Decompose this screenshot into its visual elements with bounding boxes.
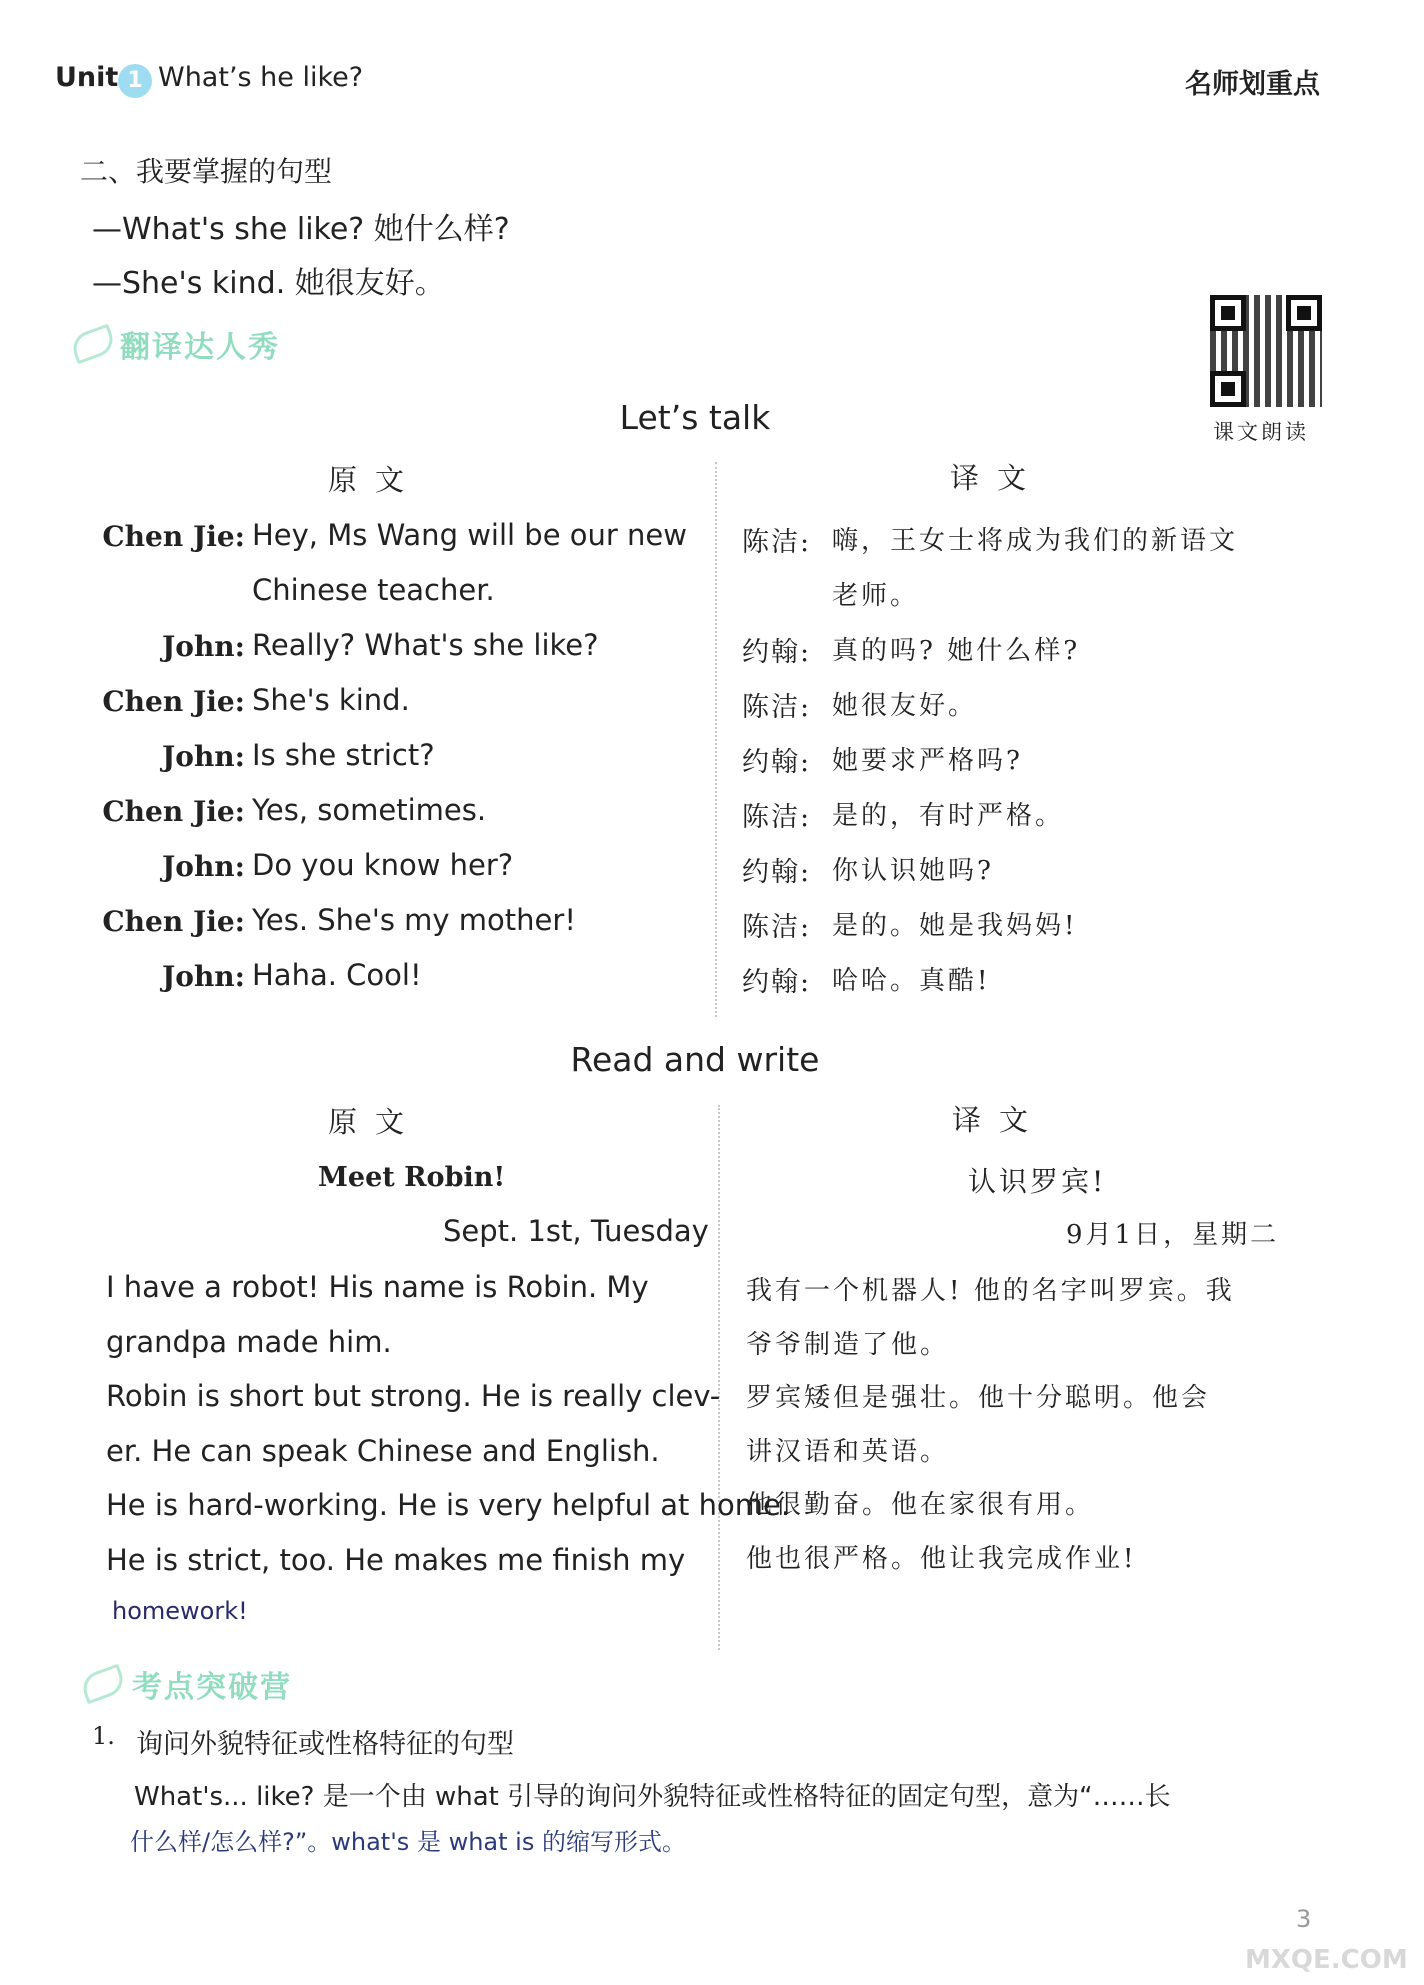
watermark: MXQE.COM [1245,1945,1408,1975]
read-english-line: er. He can speak Chinese and English. [106,1433,660,1468]
talk-speaker: Chen Jie: [102,905,245,938]
read-english-line: Robin is short but strong. He is really clev- [106,1379,721,1413]
talk-title: Let’s talk [619,398,771,437]
talk-speaker: Chen Jie: [102,520,245,553]
read-chinese-line: 讲汉语和英语。 [746,1436,950,1467]
exam-item-title: 询问外貌特征或性格特征的句型 [136,1729,514,1760]
column-divider [718,1105,720,1650]
talk-cn-speaker: 陈洁: [742,692,812,723]
talk-chinese-line: 真的吗? 她什么样? [832,636,1081,666]
talk-chinese-line: 是的，有时严格。 [832,801,1065,831]
talk-speaker: Chen Jie: [102,685,245,718]
talk-speaker: John: [162,740,245,773]
page-number: 3 [1296,1905,1312,1933]
talk-chinese-line: 嗨，王女士将成为我们的新语文 [832,526,1239,556]
read-chinese-line: 罗宾矮但是强壮。他十分聪明。他会 [746,1383,1211,1413]
talk-chinese-line: 她很友好。 [832,691,978,721]
talk-cn-speaker: 陈洁: [742,802,812,833]
talk-cn-speaker: 陈洁: [742,912,812,943]
read-eng-title: Meet Robin! [318,1162,506,1193]
read-chinese-line: 他也很严格。他让我完成作业! [746,1543,1137,1574]
talk-chinese-line: 是的。她是我妈妈! [832,911,1078,941]
read-title: Read and write [570,1040,820,1079]
talk-cn-speaker: 约翰: [742,857,812,888]
talk-english-line: She's kind. [252,683,410,717]
column-divider [715,462,717,1017]
qr-caption: 课文朗读 [1213,420,1309,444]
patterns-title: 二、我要掌握的句型 [80,155,333,188]
read-left-head: 原文 [328,1105,423,1139]
talk-speaker: John: [162,850,245,883]
pattern-line: —She's kind. 她很友好。 [92,266,445,301]
talk-english-line: Really? What's she like? [252,628,599,662]
unit-number-badge: 1 [118,64,152,98]
talk-english-line: Is she strict? [252,738,435,772]
read-cn-title: 认识罗宾! [968,1165,1107,1198]
talk-chinese-line: 哈哈。真酷! [832,966,991,996]
read-english-line: I have a robot! His name is Robin. My [106,1270,649,1304]
talk-cn-speaker: 约翰: [742,967,812,998]
talk-chinese-line: 你认识她吗? [832,856,994,886]
talk-english-line: Chinese teacher. [252,573,495,607]
talk-right-head: 译文 [950,461,1045,495]
talk-left-head: 原文 [328,463,423,497]
read-english-line: He is hard-working. He is very helpful at home. [106,1488,791,1522]
qr-finder [1286,295,1322,331]
talk-cn-speaker: 陈洁: [742,527,812,558]
qr-finder [1210,371,1246,407]
unit-title: What’s he like? [158,62,364,93]
read-eng-date: Sept. 1st, Tuesday [443,1214,709,1248]
read-english-line: He is strict, too. He makes me finish my [106,1542,686,1577]
translate-section-title: 翻译达人秀 [120,330,280,365]
exam-body-line: 什么样/怎么样?”。what's 是 what is 的缩写形式。 [130,1828,686,1856]
talk-chinese-line: 她要求严格吗? [832,746,1023,776]
exam-section-title: 考点突破营 [132,1670,292,1705]
talk-speaker: Chen Jie: [102,795,245,828]
talk-english-line: Yes. She's my mother! [252,903,576,937]
talk-english-line: Hey, Ms Wang will be our new [252,518,687,552]
talk-speaker: John: [162,960,245,993]
read-chinese-line: 我有一个机器人! 他的名字叫罗宾。我 [746,1276,1235,1306]
page-section-label: 名师划重点 [1185,69,1320,100]
pattern-line: —What's she like? 她什么样? [92,212,510,247]
talk-english-line: Do you know her? [252,848,514,882]
read-chinese-line: 他很勤奋。他在家很有用。 [746,1490,1095,1520]
talk-english-line: Yes, sometimes. [252,793,487,827]
qr-finder [1210,295,1246,331]
read-english-line: homework! [112,1597,248,1625]
talk-cn-speaker: 约翰: [742,747,812,778]
talk-speaker: John: [162,630,245,663]
talk-cn-speaker: 约翰: [742,637,812,668]
leaf-icon [78,1664,127,1705]
talk-chinese-line: 老师。 [832,581,920,611]
read-cn-date: 9月1日，星期二 [1066,1220,1280,1250]
exam-body-line: What's... like? 是一个由 what 引导的询问外貌特征或性格特征的固定句型，意为“……长 [134,1782,1171,1812]
talk-english-line: Haha. Cool! [252,958,422,992]
unit-label: Unit [55,62,119,93]
leaf-icon [68,324,117,365]
read-english-line: grandpa made him. [106,1324,392,1359]
read-chinese-line: 爷爷制造了他。 [746,1329,950,1360]
read-right-head: 译文 [952,1103,1047,1137]
exam-item-number: 1. [92,1722,115,1750]
